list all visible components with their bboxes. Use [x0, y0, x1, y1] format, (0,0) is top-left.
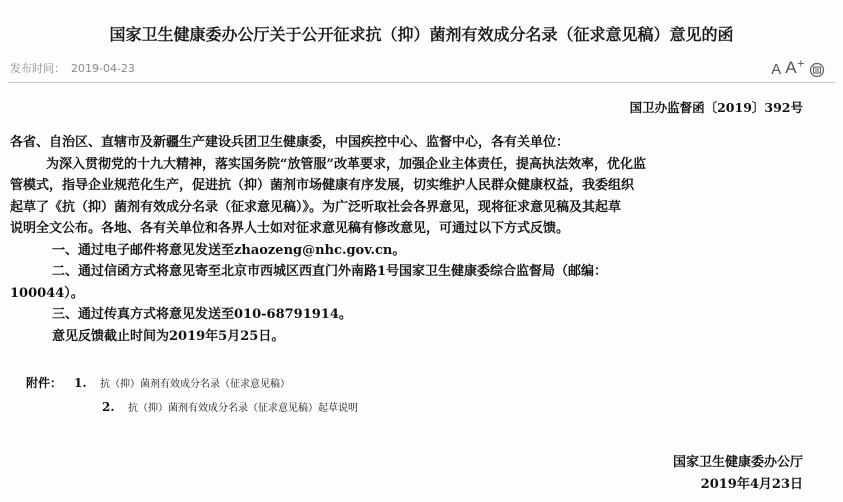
signature — [673, 452, 803, 496]
font-larger-button[interactable] — [785, 58, 805, 78]
font-smaller-button[interactable]: A — [771, 61, 782, 78]
attachment-num: 1. — [74, 376, 87, 390]
feedback-item-email: 一、通过电子邮件将意见发送至zhaozeng@nhc.gov.cn。 — [52, 242, 406, 258]
feedback-item-fax: 三、通过传真方式将意见发送至010-68791914。 — [52, 307, 352, 322]
font-larger-plus: + — [796, 58, 805, 70]
paragraph-line: 管模式，指导企业规范化生产，促进抗（抑）菌剂市场健康有序发展，切实维护人民群众健康权益，我委组织 — [10, 178, 635, 193]
document-number: 国卫办监督函〔2019〕392号 — [629, 100, 803, 115]
paragraph-line: 说明全文公布。各地、各有关单位和各界人士如对征求意见稿有修改意见，可通过以下方式反馈。 — [10, 221, 570, 236]
reading-mode-icon — [809, 62, 825, 78]
signature-org: 国家卫生健康委办公厅 — [672, 455, 803, 470]
header-divider — [8, 82, 835, 83]
feedback-item-mail: 二、通过信函方式将意见寄至北京市西城区西直门外南路1号国家卫生健康委综合监督局（邮编： — [52, 264, 608, 279]
attachment-num: 2. — [102, 400, 115, 414]
attachment-row — [26, 372, 358, 396]
publish-info — [10, 60, 135, 76]
document-body — [10, 132, 832, 347]
publish-date: 2019-04-23 — [71, 62, 135, 75]
page-title: 国家卫生健康委办公厅关于公开征求抗（抑）菌剂有效成分名录（征求意见稿）意见的函 — [109, 25, 734, 44]
feedback-item-mail-cont: 100044）。 — [10, 285, 84, 301]
feedback-deadline: 意见反馈截止时间为2019年5月25日。 — [52, 328, 285, 344]
attachments — [26, 372, 358, 420]
signature-date: 2019年4月23日 — [700, 477, 803, 492]
paragraph-line: 起草了《抗（抑）菌剂有效成分名录（征求意见稿）》。为广泛听取社会各界意见，现将征求意见稿及其起草 — [10, 199, 622, 215]
attachment-link[interactable]: 抗（抑）菌剂有效成分名录（征求意见稿） — [100, 379, 290, 390]
font-larger-label: A — [785, 58, 797, 77]
salutation: 各省、自治区、直辖市及新疆生产建设兵团卫生健康委，中国疾控中心、监督中心，各有关单位： — [10, 135, 570, 150]
reading-mode-button[interactable] — [809, 62, 825, 78]
attachments-label: 附件： — [26, 376, 63, 390]
attachment-row — [26, 396, 358, 420]
attachment-link[interactable]: 抗（抑）菌剂有效成分名录（征求意见稿）起草说明 — [128, 403, 358, 414]
publish-label: 发布时间： — [10, 62, 65, 75]
font-size-tools — [771, 58, 825, 78]
paragraph-line: 为深入贯彻党的十九大精神，落实国务院“放管服”改革要求，加强企业主体责任，提高执法效率，优化监 — [46, 156, 646, 172]
